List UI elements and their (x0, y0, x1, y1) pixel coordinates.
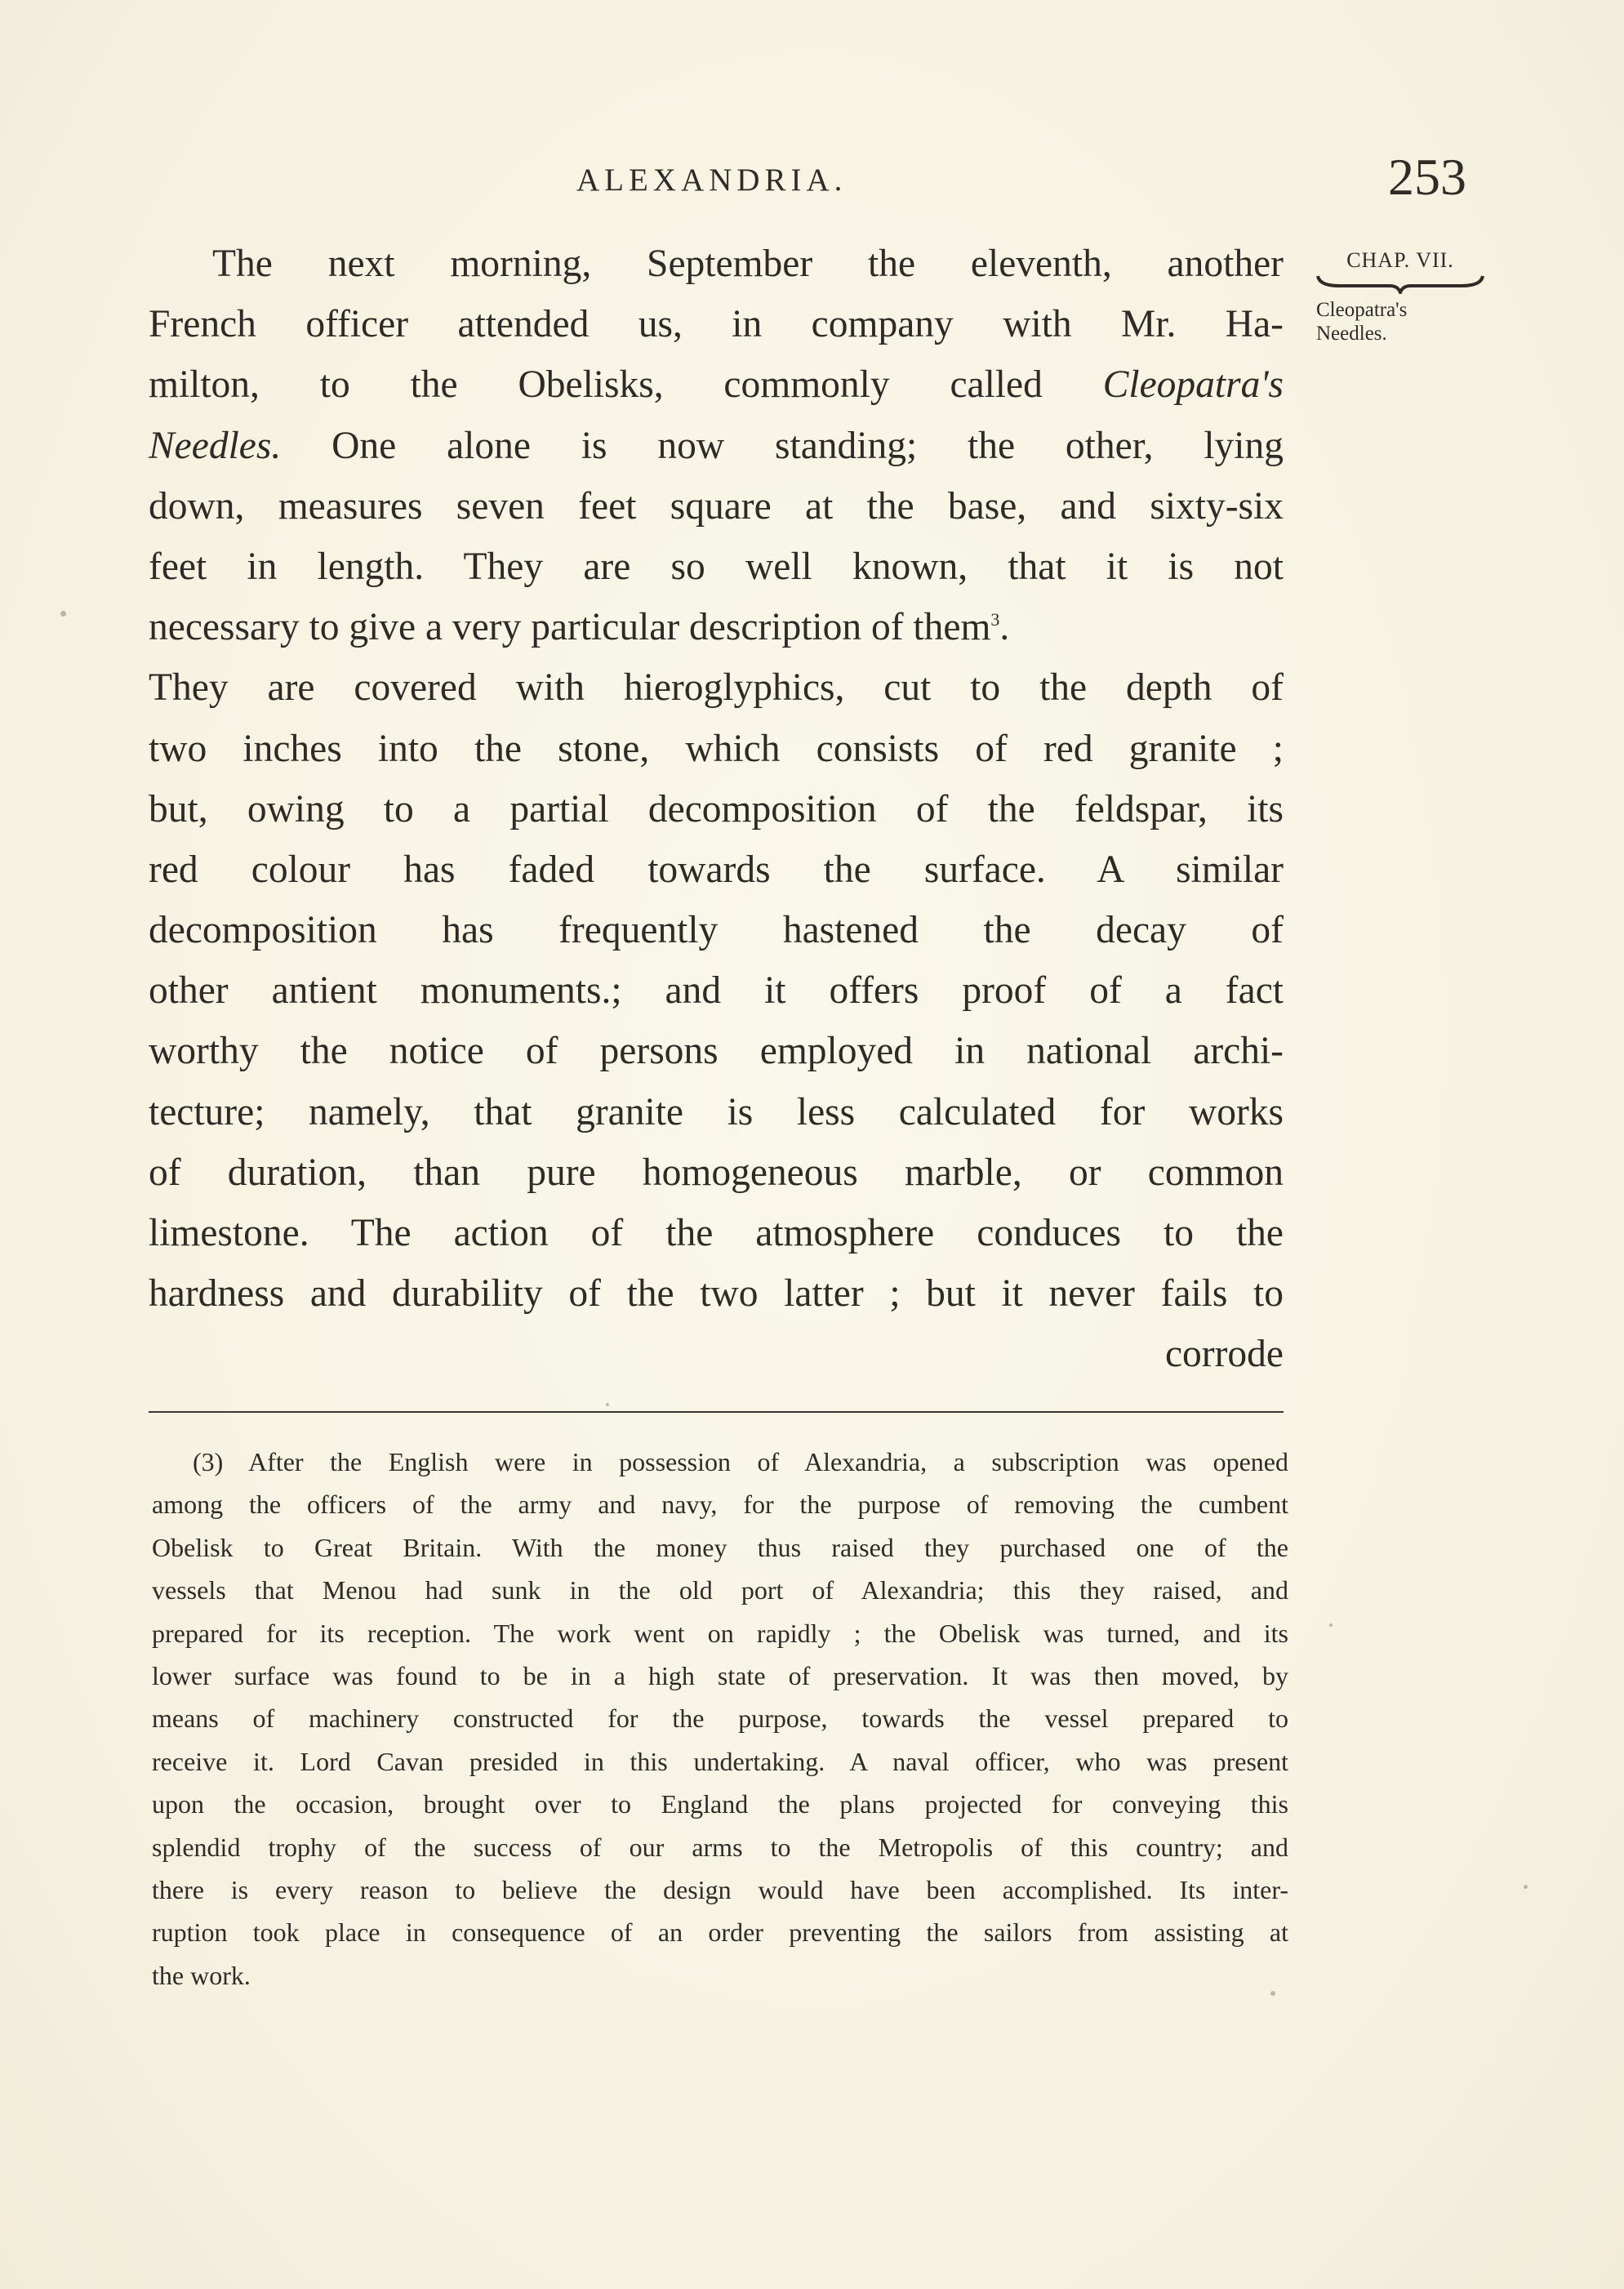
footnote-line: among the officers of the army and navy, for the purpose of removing the cumbent (152, 1490, 1288, 1520)
footnote-line: means of machinery constructed for the purpose, towards the vessel prepared to (152, 1703, 1288, 1734)
side-note-line: Cleopatra's (1316, 299, 1408, 321)
paper-speck (1329, 1623, 1333, 1627)
text-line: hardness and durability of the two latter ; but it never fails to (149, 1272, 1284, 1316)
footnote-reference: 3 (990, 609, 1000, 630)
italic-title: Cleopatra's (1102, 363, 1284, 407)
text-line: tecture; namely, that granite is less calculated for works (149, 1090, 1284, 1133)
italic-title: Needles. (149, 424, 282, 467)
catchword: corrode (1164, 1333, 1284, 1376)
paper-speck (1270, 1991, 1275, 1996)
text-span: necessary to give a very particular description of them (149, 606, 991, 649)
footnote-line: prepared for its reception. The work went on rapidly ; the Obelisk was turned, and its (152, 1618, 1288, 1648)
text-line: decomposition has frequently hastened the decay of (149, 909, 1284, 952)
chapter-label: CHAP. VII. (1346, 248, 1454, 272)
running-title: ALEXANDRIA. (576, 163, 848, 198)
text-line (149, 416, 1284, 476)
footnote-line: (3) After the English were in possession of Alexandria, a subscription was opened (193, 1447, 1288, 1476)
text-span: milton, to the Obelisks, commonly called (149, 363, 1043, 407)
text-line (149, 597, 1284, 657)
text-line: two inches into the stone, which consists of red granite ; (149, 727, 1284, 770)
text-span: One alone is now standing; the other, lying (331, 424, 1284, 467)
curly-brace-ornament (1315, 271, 1486, 294)
marginal-note (1315, 248, 1486, 346)
footnote-line: upon the occasion, brought over to England the plans projected for conveying this (152, 1789, 1288, 1819)
text-line: down, measures seven feet square at the base, and sixty-six (149, 484, 1284, 528)
text-line (149, 354, 1284, 415)
text-line: The next morning, September the eleventh, another (212, 243, 1284, 285)
footnote-divider (149, 1411, 1284, 1413)
text-span: . (999, 606, 1010, 649)
text-line: of duration, than pure homogeneous marble, or common (149, 1151, 1284, 1194)
footnote (152, 1441, 1288, 1997)
text-line: red colour has faded towards the surface. A similar (149, 848, 1284, 891)
footnote-line: splendid trophy of the success of our arms to the Metropolis of this country; and (152, 1832, 1288, 1862)
footnote-line: Obelisk to Great Britain. With the money thus raised they purchased one of the (152, 1532, 1288, 1562)
text-line: but, owing to a partial decomposition of the feldspar, its (149, 787, 1284, 831)
text-line: French officer attended us, in company with Mr. Ha- (149, 303, 1284, 346)
footnote-line: lower surface was found to be in a high state of preservation. It was then moved, by (152, 1661, 1288, 1691)
paper-speck (60, 611, 66, 617)
text-line: other antient monuments.; and it offers proof of a fact (149, 969, 1284, 1013)
text-line: limestone. The action of the atmosphere conduces to the (149, 1212, 1284, 1254)
text-line: feet in length. They are so well known, that it is not (149, 545, 1284, 588)
text-line: worthy the notice of persons employed in national archi- (149, 1030, 1284, 1073)
footnote-line: ruption took place in consequence of an order preventing the sailors from assisting at (152, 1917, 1288, 1948)
footnote-line: there is every reason to believe the design would have been accomplished. Its inter- (152, 1875, 1288, 1905)
text-line: They are covered with hieroglyphics, cut to the depth of (149, 666, 1284, 710)
body-text (149, 234, 1284, 1385)
footnote-line: vessels that Menou had sunk in the old port of Alexandria; this they raised, and (152, 1575, 1288, 1605)
side-note-line: Needles. (1316, 323, 1387, 345)
footnote-line: the work. (152, 1960, 251, 1990)
paper-speck (1524, 1885, 1528, 1889)
page-number: 253 (1388, 148, 1466, 206)
paper-speck (606, 1403, 609, 1406)
footnote-line: receive it. Lord Cavan presided in this undertaking. A naval officer, who was present (152, 1746, 1288, 1776)
